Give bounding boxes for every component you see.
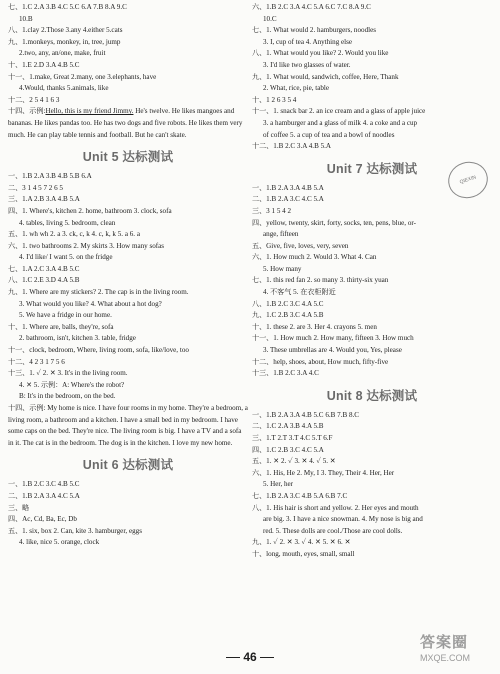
answer-line: 3. I'd like two glasses of water. — [263, 60, 351, 69]
answer-line: 九、1. What would, sandwich, coffee, Here, Thank — [252, 72, 399, 81]
answer-line: 六、1. How much 2. Would 3. What 4. Can — [252, 253, 377, 262]
unit5-title: Unit 5 达标测试 — [82, 150, 174, 165]
example-label: 十四、示例: — [8, 404, 46, 412]
answer-line: 十二、1.B 2.C 3.A 4.B 5.A — [252, 142, 332, 151]
answer-line: 八、1. His hair is short and yellow. 2. Her eyes and mouth — [252, 503, 419, 512]
answer-line: 十一、1.make, Great 2.many, one 3.elephants, have — [8, 72, 157, 81]
answer-line: 十、1.E 2.D 3.A 4.B 5.C — [8, 60, 80, 69]
answer-line: 3. What would you like? 4. What about a hot dog? — [19, 299, 162, 308]
unit7-title: Unit 7 达标测试 — [326, 161, 418, 176]
answer-line: 4. tables, living 5. bedroom, clean — [19, 218, 116, 227]
right-block-a — [252, 2, 492, 153]
example-text: My home is nice. I have four rooms in my home. They're a bedroom, a living room, a bathroom and a kitchen. I have a small bed in my bedroom. I have some caps on the bed. They're nice. The living room is big. I have a TV and a sofa in it. The cat is in the bedroom. The dog is in the kitchen. I love my new home. — [8, 404, 248, 447]
unit6-title: Unit 6 达标测试 — [82, 458, 174, 473]
answer-line: 10.C — [263, 14, 277, 23]
answer-line: 3. I, cup of tea 4. Anything else — [263, 37, 353, 46]
answer-line: 三、略 — [8, 503, 30, 512]
answer-line: 五、1. six, box 2. Can, kite 3. hamburger, eggs — [8, 526, 142, 535]
answer-line: 十、1. these 2. are 3. Her 4. crayons 5. men — [252, 322, 377, 331]
answer-line: 八、1.C 2.E 3.D 4.A 5.B — [8, 276, 80, 285]
unit8-answers — [252, 410, 492, 561]
answer-line: 三、3 1 5 4 2 — [252, 206, 292, 215]
answer-line: B: It's in the bedroom, on the bed. — [19, 392, 116, 401]
answer-line: 二、1.C 2.A 3.B 4.A 5.B — [252, 422, 324, 431]
answer-line: 十、long, mouth, eyes, small, small — [252, 549, 355, 558]
answer-line: 2. What, rice, pie, table — [263, 84, 330, 93]
answer-line: 一、1.B 2.A 3.B 4.B 5.B 6.A — [8, 172, 92, 181]
answer-line: 2.two, any, an/one, make, fruit — [19, 49, 106, 58]
answer-line: 3. These umbrellas are 4. Would you, Yes, please — [263, 346, 402, 355]
answer-line: 十、1. Where are, balls, they're, sofa — [8, 322, 114, 331]
answer-line: 六、1.B 2.C 3.A 4.C 5.A 6.C 7.C 8.A 9.C — [252, 3, 371, 11]
answer-line: 一、1.B 2.A 3.A 4.B 5.C 6.B 7.B 8.C — [252, 410, 360, 419]
answer-line: 五、1. ✕ 2. ✓ 3. ✕ 4. ✓ 5. ✕ — [252, 457, 336, 466]
answer-line: 2. bathroom, isn't, kitchen 3. table, fridge — [19, 334, 136, 343]
watermark-en: MXQE.COM — [420, 653, 471, 663]
answer-line: 4.Would, thanks 5.animals, like — [19, 84, 109, 93]
answer-line: 十三、1.B 2.C 3.A 4.C — [252, 369, 319, 378]
answer-line: 十三、1. ✓ 2. ✕ 3. It's in the living room. — [8, 369, 128, 378]
right-column — [252, 2, 492, 561]
unit5-answers — [8, 171, 248, 403]
answer-line: 5. How many — [263, 264, 302, 273]
answer-line: 八、1. What would you like? 2. Would you like — [252, 49, 389, 58]
answer-line: 七、1. What would 2. hamburgers, noodles — [252, 26, 376, 35]
answer-line: 七、1.A 2.C 3.A 4.B 5.C — [8, 264, 80, 273]
answer-line: 九、1.C 2.B 3.C 4.A 5.B — [252, 311, 324, 320]
left-block-a — [8, 2, 248, 106]
answer-line: of coffee 5. a cup of tea and a bowl of noodles — [263, 130, 395, 139]
answer-line: 八、1.clay 2.Those 3.any 4.either 5.cats — [8, 26, 123, 35]
answer-line: 5. Her, her — [263, 480, 294, 489]
page-number: 46 — [0, 650, 500, 664]
left-column — [8, 2, 248, 549]
answer-line: 五、Give, five, loves, very, seven — [252, 241, 349, 250]
answer-line: 八、1.B 2.C 3.C 4.A 5.C — [252, 299, 324, 308]
answer-line: 二、3 1 4 5 7 2 6 5 — [8, 183, 63, 192]
answer-line: 十二、4 2 3 1 7 5 6 — [8, 357, 65, 366]
watermark-cn: 答案圈 — [420, 634, 469, 651]
answer-line: 四、1.C 2.B 3.C 4.C 5.A — [252, 445, 324, 454]
answer-line: 4. like, nice 5. orange, clock — [19, 538, 100, 547]
answer-line: 4. 不客气 5. 在衣柜附近 — [263, 288, 336, 297]
answer-line: 四、1. Where's, kitchen 2. home, bathroom 3. clock, sofa — [8, 206, 172, 215]
answer-line: 十一、1. How much 2. How many, fifteen 3. How much — [252, 334, 414, 343]
answer-line: 十二、help, shoes, about, How much, fifty-five — [252, 357, 389, 366]
answer-line: 三、1.A 2.B 3.A 4.B 5.A — [8, 195, 80, 204]
example-underlined-text: Hello, this is my friend Jimmy. — [45, 107, 134, 116]
example-text: He's twelve. He likes mangoes and bananas. He likes pandas too. He has two dogs and five robots. He likes them very much. He can play table tennis and football. But he can't skate. — [8, 107, 243, 139]
answer-line: 九、1.monkeys, monkey, in, tree, jump — [8, 37, 121, 46]
answer-line: 四、Ac, Cd, Ba, Ec, Db — [8, 515, 77, 524]
answer-line: 七、1. this red fan 2. so many 3. thirty-six yuan — [252, 276, 389, 285]
unit8-title: Unit 8 达标测试 — [326, 388, 418, 403]
answer-line: ange, fifteen — [263, 230, 299, 239]
answer-line: are big. 3. I have a nice snowman. 4. My nose is big and — [263, 515, 423, 524]
answer-line: 二、1.B 2.A 3.A 4.C 5.A — [8, 491, 80, 500]
answer-line: 十二、2 5 4 1 6 3 — [8, 95, 60, 104]
answer-line: 五、1. wh wh 2. a 3. ck, c, k 4. c, k, k 5. a 6. a — [8, 230, 140, 239]
answer-line: 二、1.B 2.A 3.C 4.C 5.A — [252, 195, 324, 204]
answer-line: 十一、clock, bedroom, Where, living room, sofa, like/love, too — [8, 346, 189, 355]
answer-line: red. 5. These dolls are cool./Those are cool dolls. — [263, 526, 403, 535]
answer-line: 六、1. two bathrooms 2. My skirts 3. How many sofas — [8, 241, 165, 250]
answer-line: 4. ✕ 5. 示例：A: Where's the robot? — [19, 380, 125, 389]
answer-line: 九、1. ✓ 2. ✕ 3. ✓ 4. ✕ 5. ✕ 6. ✕ — [252, 538, 351, 547]
answer-line: 5. We have a fridge in our home. — [19, 311, 112, 320]
decorative-stamp: QIEXIN — [443, 157, 492, 204]
answer-line: 一、1.B 2.C 3.C 4.B 5.C — [8, 480, 80, 489]
answer-line: 七、1.B 2.A 3.C 4.B 5.A 6.B 7.C — [252, 491, 348, 500]
example-label: 十四、示例: — [8, 107, 46, 116]
answer-line: 九、1. Where are my stickers? 2. The cap is in the living room. — [8, 288, 189, 297]
answer-line: 六、1. His, He 2. My, I 3. They, Their 4. Her, Her — [252, 468, 395, 477]
writing-example-home — [8, 403, 248, 449]
answer-line: 4. I'd like/ I want 5. on the fridge — [19, 253, 113, 262]
answer-line: 十一、1. snack bar 2. an ice cream and a glass of apple juice — [252, 107, 426, 116]
answer-line: 3. a hamburger and a glass of milk 4. a coke and a cup — [263, 118, 418, 127]
answer-line: 三、1.T 2.T 3.T 4.C 5.T 6.F — [252, 434, 333, 442]
answer-line: 七、1.C 2.A 3.B 4.C 5.C 6.A 7.B 8.A 9.C — [8, 3, 127, 11]
answer-line: 十、1 2 6 3 5 4 — [252, 95, 297, 104]
writing-example-friend — [8, 106, 248, 141]
watermark-logo — [420, 634, 500, 674]
answer-line: 一、1.B 2.A 3.A 4.B 5.A — [252, 183, 324, 192]
unit6-answers — [8, 479, 248, 549]
answer-line: 10.B — [19, 14, 33, 23]
unit7-answers — [252, 183, 492, 380]
answer-line: 四、yellow, twenty, skirt, forty, socks, ten, pens, blue, or- — [252, 218, 416, 227]
